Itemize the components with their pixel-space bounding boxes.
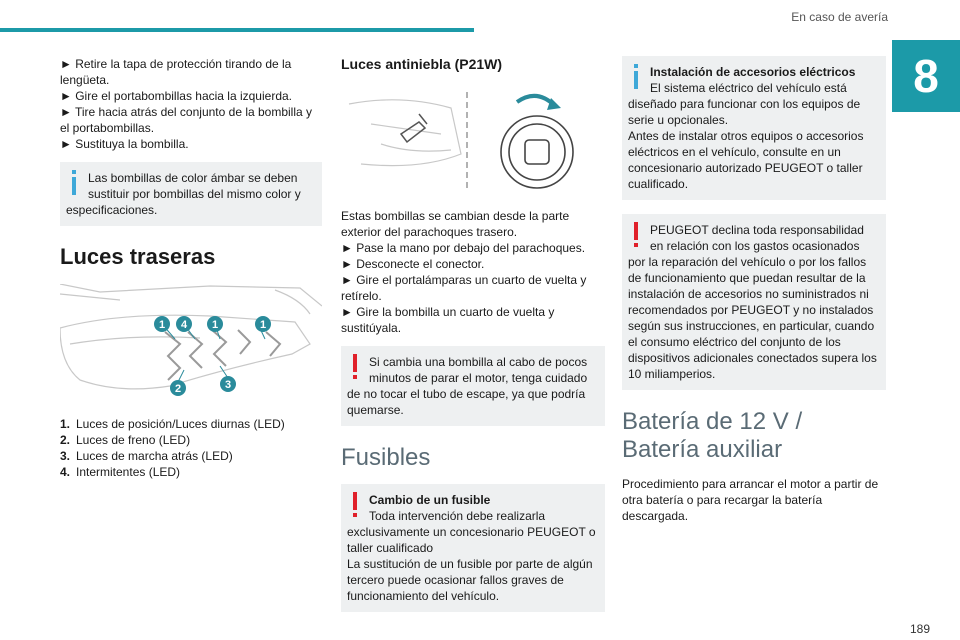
heading-fuses: Fusibles: [341, 444, 431, 471]
callout-1a: [154, 316, 170, 332]
liability-warning: [622, 214, 886, 390]
svg-text:3: 3: [224, 379, 232, 391]
callout-4: [176, 316, 192, 332]
svg-text:1: 1: [211, 319, 219, 331]
legend-item: 2. Luces de freno (LED): [60, 433, 191, 447]
warning-icon: [347, 354, 363, 380]
fuse-warning-line2: La sustitución de un fusible por parte de algún tercero puede ocasionar fallos graves de funcionamiento del vehículo.: [347, 557, 593, 603]
callout-1c: [255, 316, 271, 332]
fuse-warning-line1: Toda intervención debe realizarla exclusivamente un concesionario PEUGEOT o taller cualificado: [347, 509, 596, 555]
warning-note-text: Si cambia una bombilla al cabo de pocos minutos de parar el motor, tenga cuidado de no tocar el tubo de escape, ya que podría quemarse.: [347, 355, 588, 417]
legend-item: 4. Intermitentes (LED): [60, 465, 181, 479]
step-1: ► Retire la tapa de protección tirando de la lengüeta.: [60, 56, 322, 88]
info-icon: [628, 64, 644, 90]
heading-fog-lights: Luces antiniebla (P21W): [341, 56, 503, 72]
fog-step-2: ► Desconecte el conector.: [341, 256, 605, 272]
warning-icon: [628, 222, 644, 248]
column-left: [60, 56, 322, 480]
legend-item: 3. Luces de marcha atrás (LED): [60, 449, 233, 463]
callout-3: [220, 376, 236, 392]
step-4: ► Sustituya la bombilla.: [60, 136, 322, 152]
fog-step-1: ► Pase la mano por debajo del parachoques.: [341, 240, 605, 256]
column-middle: [341, 56, 605, 612]
legend-list: [60, 416, 322, 480]
heading-rear-lights: Luces traseras: [60, 244, 216, 269]
chapter-tab[interactable]: 8: [892, 40, 960, 112]
legend-item: 1. Luces de posición/Luces diurnas (LED): [60, 417, 285, 431]
header-bar: [0, 28, 474, 32]
heading-battery: Batería de 12 V / Batería auxiliar: [622, 408, 803, 463]
svg-text:4: 4: [180, 319, 188, 331]
fog-step-4: ► Gire la bombilla un cuarto de vuelta y sustitúyala.: [341, 304, 605, 336]
warning-note: [341, 346, 605, 426]
svg-text:1: 1: [158, 319, 166, 331]
fuse-warning-title: Cambio de un fusible: [369, 493, 491, 507]
accessories-line2: Antes de instalar otros equipos o accesorios eléctricos en el vehículo, consulte en un concesionario autorizado PEUGEOT o taller cualificado.: [628, 129, 864, 191]
accessories-info: [622, 56, 886, 200]
callout-2: [170, 380, 186, 396]
page-number: 189: [909, 622, 930, 636]
fog-intro: Estas bombillas se cambian desde la parte exterior del parachoques trasero.: [341, 209, 570, 239]
info-note-text: Las bombillas de color ámbar se deben sustituir por bombillas del mismo color y especificaciones.: [66, 171, 301, 217]
callout-1b: [207, 316, 223, 332]
svg-text:2: 2: [174, 383, 182, 395]
fog-step-3: ► Gire el portalámparas un cuarto de vuelta y retírelo.: [341, 272, 605, 304]
info-note: [60, 162, 322, 226]
svg-text:1: 1: [259, 319, 267, 331]
liability-warning-text: PEUGEOT declina toda responsabilidad en relación con los gastos ocasionados por la reparación del vehículo o por los fallos de funcionamiento que puedan resultar de la instalación de accesorios no suministrados ni recomendados por PEUGEOT y no instalados según sus instrucciones, en particular, cuando el consumo eléctrico del conjunto de los dispositivos adicionales conectados supera los 10 miliamperios.: [628, 223, 877, 381]
accessories-title: Instalación de accesorios eléctricos: [650, 65, 856, 79]
rear-light-illustration: [60, 284, 322, 404]
fuse-warning: [341, 484, 605, 612]
column-right: [622, 56, 886, 524]
step-3: ► Tire hacia atrás del conjunto de la bombilla y el portabombillas.: [60, 104, 322, 136]
info-icon: [66, 170, 82, 196]
step-2: ► Gire el portabombillas hacia la izquierda.: [60, 88, 322, 104]
battery-text: Procedimiento para arrancar el motor a partir de otra batería o para recargar la batería descargada.: [622, 477, 879, 523]
fog-light-illustration: [341, 84, 605, 194]
section-title: En caso de avería: [791, 10, 888, 24]
warning-icon: [347, 492, 363, 518]
accessories-line1: El sistema eléctrico del vehículo está diseñado para funcionar con los equipos de serie u opcionales.: [628, 81, 861, 127]
